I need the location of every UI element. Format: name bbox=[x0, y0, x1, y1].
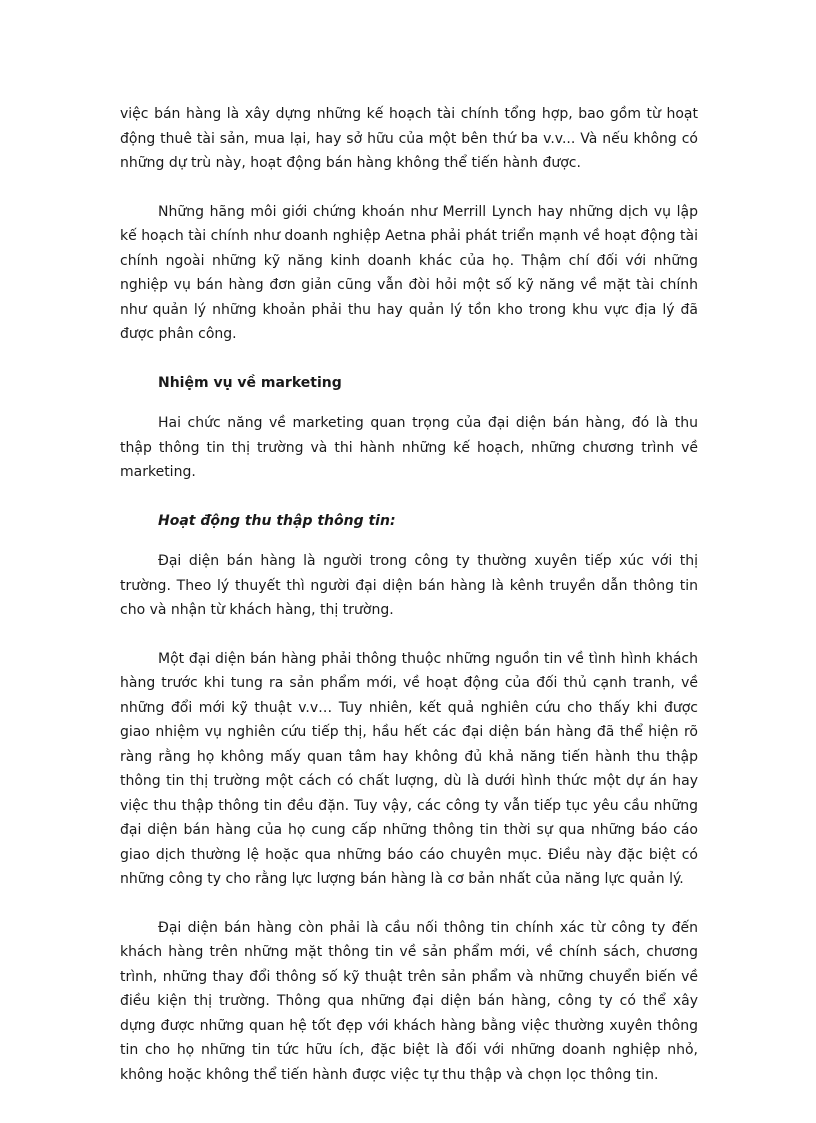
section-heading-marketing: Nhiệm vụ về marketing bbox=[158, 374, 342, 391]
paragraph-market-research: Một đại diện bán hàng phải thông thuộc những nguồn tin về tình hình khách hàng trước khi tung ra sản phẩm mới, về hoạt động của đối thủ cạnh tranh, về những đổi mới kỹ thuật v.v… Tuy nhiên, kết quả nghiên cứu cho thấy khi được giao nhiệm vụ nghiên cứu tiếp thị, hầu hết các đại diện bán hàng đã thể hiện rõ ràng rằng họ không mấy quan tâm hay không đủ khả năng tiến hành thu thập thông tin thị trường một cách có chất lượng, dù là dưới hình thức một dự án hay việc thu thập thông tin đều đặn. Tuy vậy, các công ty vẫn tiếp tục yêu cầu những đại diện bán hàng của họ cung cấp những thông tin thời sự qua những báo cáo giao dịch thường lệ hoặc qua những báo cáo chuyên mục. Điều này đặc biệt có những công ty cho rằng lực lượng bán hàng là cơ bản nhất của năng lực quản lý. bbox=[120, 650, 698, 887]
paragraph-financial-planning: việc bán hàng là xây dựng những kế hoạch tài chính tổng hợp, bao gồm từ hoạt động thuê tài sản, mua lại, hay sở hữu của một bên thứ ba v.v... Và nếu không có những dự trù này, hoạt động bán hàng không thể tiến hành được. bbox=[120, 106, 698, 171]
paragraph-sales-rep-contact: Đại diện bán hàng là người trong công ty thường xuyên tiếp xúc với thị trường. Theo lý thuyết thì người đại diện bán hàng là kênh truyền dẫn thông tin cho và nhận từ khách hàng, thị trường. bbox=[120, 553, 698, 618]
document-page bbox=[120, 102, 698, 1111]
paragraph-information-bridge: Đại diện bán hàng còn phải là cầu nối thông tin chính xác từ công ty đến khách hàng trên những mặt thông tin về sản phẩm mới, về chính sách, chương trình, những thay đổi thông số kỹ thuật trên sản phẩm và những chuyển biến về điều kiện thị trường. Thông qua những đại diện bán hàng, công ty có thể xây dựng được những quan hệ tốt đẹp với khách hàng bằng việc thường xuyên thông tin cho họ những tin tức hữu ích, đặc biệt là đối với những doanh nghiệp nhỏ, không hoặc không thể tiến hành được việc tự thu thập và chọn lọc thông tin. bbox=[120, 919, 698, 1083]
paragraph-brokerage-firms: Những hãng môi giới chứng khoán như Merrill Lynch hay những dịch vụ lập kế hoạch tài chính như doanh nghiệp Aetna phải phát triển mạnh về hoạt động tài chính ngoài những kỹ năng kinh doanh khác của họ. Thậm chí đối với những nghiệp vụ bán hàng đơn giản cũng vẫn đòi hỏi một số kỹ năng về mặt tài chính như quản lý những khoản phải thu hay quản lý tồn kho trong khu vực địa lý đã được phân công. bbox=[120, 203, 698, 342]
paragraph-marketing-functions: Hai chức năng về marketing quan trọng của đại diện bán hàng, đó là thu thập thông tin thị trường và thi hành những kế hoạch, những chương trình về marketing. bbox=[120, 415, 698, 480]
subsection-heading-info-gathering: Hoạt động thu thập thông tin: bbox=[158, 512, 396, 529]
